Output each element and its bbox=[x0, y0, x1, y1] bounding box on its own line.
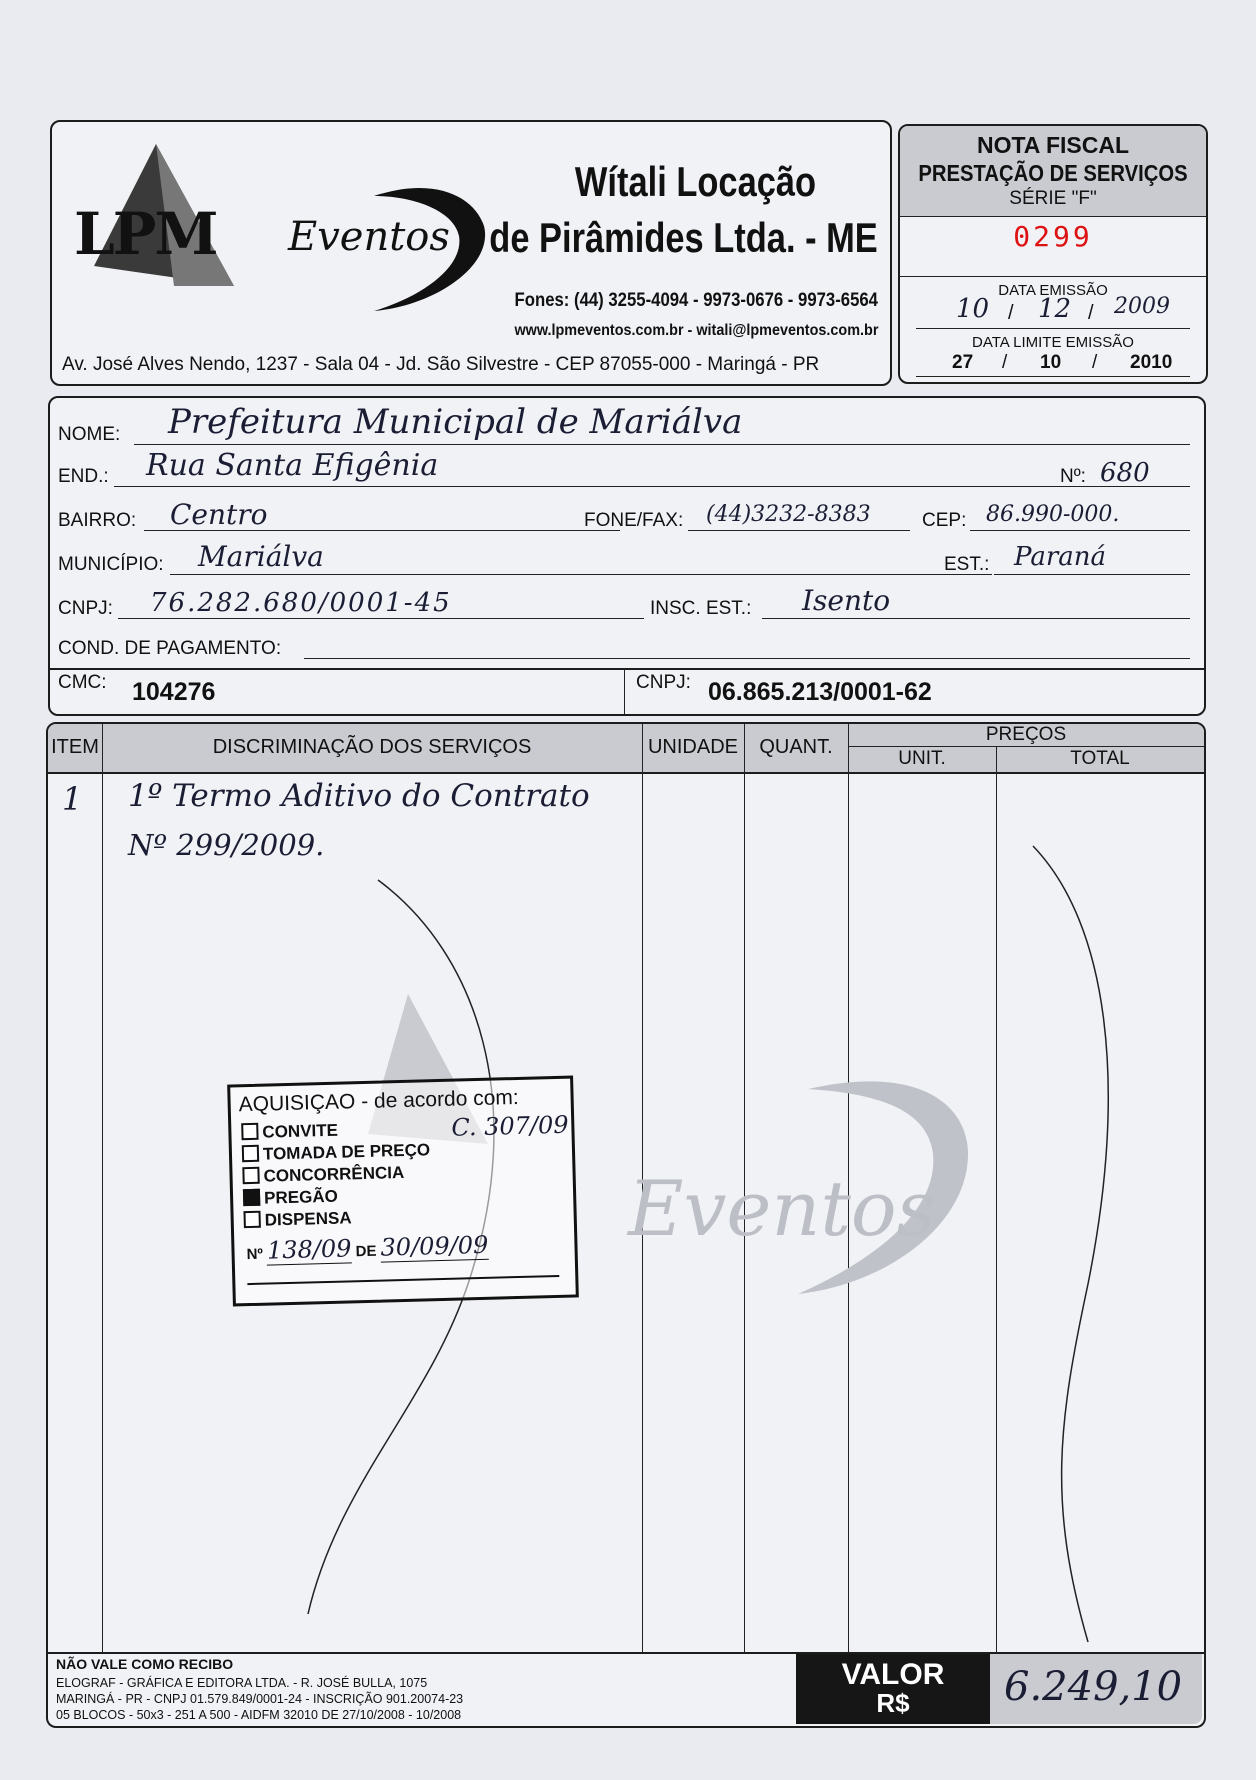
nota-title: NOTA FISCAL bbox=[976, 132, 1130, 158]
checkbox-checked-icon bbox=[243, 1189, 260, 1206]
footer bbox=[46, 1652, 1206, 1728]
stamp-option-concorrencia bbox=[242, 1163, 404, 1187]
cmc-label: CMC: bbox=[58, 672, 107, 693]
insc-line bbox=[762, 618, 1190, 619]
end-label: END.: bbox=[58, 466, 109, 487]
fone-line bbox=[688, 530, 910, 531]
checkbox-icon bbox=[242, 1145, 259, 1162]
fone-label: FONE/FAX: bbox=[584, 510, 684, 531]
nome-line bbox=[134, 444, 1190, 445]
stamp-option-label: TOMADA DE PREÇO bbox=[262, 1140, 431, 1164]
footer-line3: 05 BLOCOS - 50x3 - 251 A 500 - AIDFM 32010 DE 27/10/2008 - 10/2008 bbox=[56, 1708, 462, 1722]
client-box bbox=[48, 396, 1206, 716]
emissao-day: 10 bbox=[956, 294, 990, 324]
limite-day: 27 bbox=[952, 352, 974, 373]
cmc-row-divider bbox=[50, 668, 1204, 670]
stamp-option-convite bbox=[241, 1121, 338, 1144]
col-desc-header: DISCRIMINAÇÃO DOS SERVIÇOS bbox=[212, 736, 532, 758]
cep-value: 86.990-000. bbox=[986, 502, 1120, 527]
company-name-line1: Wítali Locação bbox=[574, 158, 816, 205]
stamp-de-label: DE bbox=[355, 1242, 377, 1261]
checkbox-icon bbox=[243, 1211, 260, 1228]
company-address: Av. José Alves Nendo, 1237 - Sala 04 - Jd. São Silvestre - CEP 87055-000 - Maringá - PR bbox=[62, 354, 820, 375]
emissao-sep1: / bbox=[1008, 302, 1014, 324]
aquisicao-stamp bbox=[227, 1076, 579, 1307]
limite-sep2: / bbox=[1092, 352, 1098, 373]
nome-label: NOME: bbox=[58, 424, 121, 445]
stamp-option-label: CONCORRÊNCIA bbox=[263, 1162, 405, 1186]
valor-amount: 6.249,10 bbox=[1004, 1664, 1183, 1710]
company-phones: Fones: (44) 3255-4094 - 9973-0676 - 9973-6564 bbox=[514, 290, 878, 311]
valor-amount-box bbox=[990, 1654, 1202, 1724]
est-label: EST.: bbox=[944, 554, 990, 575]
limite-sep1: / bbox=[1002, 352, 1008, 373]
col-precos-header: PREÇOS bbox=[985, 724, 1067, 745]
municipio-line bbox=[170, 574, 992, 575]
stamp-option-dispensa bbox=[243, 1208, 351, 1231]
bairro-label: BAIRRO: bbox=[58, 510, 137, 531]
cond-line bbox=[304, 658, 1190, 659]
end-line bbox=[114, 486, 1112, 487]
cnpj2-label: CNPJ: bbox=[636, 672, 691, 693]
nota-divider bbox=[900, 276, 1206, 277]
cnpj-line bbox=[118, 618, 644, 619]
nao-vale-recibo: NÃO VALE COMO RECIBO bbox=[56, 1656, 234, 1672]
stamp-de-value: 30/09/09 bbox=[380, 1230, 489, 1262]
est-value: Paraná bbox=[1014, 542, 1107, 572]
nota-number: 0299 bbox=[1013, 220, 1093, 253]
emissao-date bbox=[916, 294, 1190, 329]
item-number: 1 bbox=[62, 780, 83, 818]
stamp-rule bbox=[247, 1275, 559, 1285]
insc-value: Isento bbox=[802, 584, 891, 617]
num-value: 680 bbox=[1100, 458, 1150, 488]
limite-date bbox=[916, 352, 1190, 377]
stamp-no-label: Nº bbox=[246, 1245, 264, 1264]
col-quant-header: QUANT. bbox=[759, 736, 833, 758]
municipio-value: Mariálva bbox=[198, 540, 324, 573]
col-unit-header: UNIT. bbox=[898, 748, 946, 769]
item-desc-line2: Nº 299/2009. bbox=[128, 828, 325, 862]
stamp-option-label: PREGÃO bbox=[263, 1186, 339, 1208]
cnpj-value: 76.282.680/0001-45 bbox=[150, 588, 452, 618]
stamp-option-label: CONVITE bbox=[262, 1120, 339, 1142]
municipio-label: MUNICÍPIO: bbox=[58, 554, 164, 575]
valor-label: VALOR bbox=[841, 1658, 945, 1691]
end-value: Rua Santa Efigênia bbox=[146, 448, 439, 483]
cancel-strokes bbox=[48, 724, 1204, 1654]
limite-label: DATA LIMITE EMISSÃO bbox=[972, 334, 1134, 351]
nota-fiscal-box bbox=[898, 124, 1208, 384]
checkbox-icon bbox=[241, 1123, 258, 1140]
cond-label: COND. DE PAGAMENTO: bbox=[58, 638, 282, 659]
emissao-sep2: / bbox=[1088, 302, 1094, 324]
footer-line1: ELOGRAF - GRÁFICA E EDITORA LTDA. - R. JOSÉ BULLA, 1075 bbox=[56, 1676, 428, 1690]
valor-label-box bbox=[796, 1654, 990, 1724]
emissao-label: DATA EMISSÃO bbox=[998, 282, 1108, 299]
limite-month: 10 bbox=[1040, 352, 1062, 373]
stamp-note: C. 307/09 bbox=[450, 1110, 569, 1142]
cep-label: CEP: bbox=[922, 510, 967, 531]
insc-label: INSC. EST.: bbox=[650, 598, 752, 619]
valor-currency: R$ bbox=[876, 1688, 910, 1718]
bairro-value: Centro bbox=[170, 498, 268, 531]
emissao-month: 12 bbox=[1038, 294, 1072, 324]
watermark-text: Eventos bbox=[628, 1164, 936, 1253]
cmc-vdivider bbox=[624, 668, 625, 714]
checkbox-icon bbox=[242, 1167, 259, 1184]
company-web: www.lpmeventos.com.br - witali@lpmeventos.com.br bbox=[514, 322, 878, 339]
stamp-option-label: DISPENSA bbox=[264, 1208, 352, 1230]
cnpj-label: CNPJ: bbox=[58, 598, 113, 619]
stamp-no-value: 138/09 bbox=[266, 1234, 352, 1265]
stamp-title: AQUISIÇAO - de acordo com: bbox=[238, 1085, 520, 1117]
col-item-header: ITEM bbox=[51, 736, 99, 758]
footer-line2: MARINGÁ - PR - CNPJ 01.579.849/0001-24 - INSCRIÇÃO 901.20074-23 bbox=[56, 1692, 464, 1706]
cmc-value: 104276 bbox=[132, 678, 216, 706]
logo-script: Eventos bbox=[288, 214, 450, 260]
col-unidade-header: UNIDADE bbox=[647, 736, 738, 758]
stamp-number-row bbox=[246, 1229, 567, 1265]
cnpj2-value: 06.865.213/0001-62 bbox=[708, 678, 932, 706]
item-desc-line1: 1º Termo Aditivo do Contrato bbox=[128, 778, 590, 814]
stamp-option-pregao bbox=[243, 1187, 338, 1209]
emissao-year: 2009 bbox=[1114, 294, 1170, 319]
company-header bbox=[50, 120, 892, 386]
nota-serie: SÉRIE "F" bbox=[1009, 188, 1097, 209]
logo-text: LPM bbox=[74, 200, 217, 268]
num-label: Nº: bbox=[1060, 466, 1086, 487]
fone-value: (44)3232-8383 bbox=[706, 502, 871, 527]
nome-value: Prefeitura Municipal de Mariálva bbox=[168, 402, 743, 442]
services-table bbox=[46, 722, 1206, 1656]
company-name-line2: de Pirâmides Ltda. - ME bbox=[489, 214, 878, 261]
col-total-header: TOTAL bbox=[1070, 748, 1130, 769]
nota-subtitle: PRESTAÇÃO DE SERVIÇOS bbox=[918, 160, 1188, 186]
stamp-option-tomada bbox=[242, 1140, 431, 1165]
cep-line bbox=[970, 530, 1190, 531]
limite-year: 2010 bbox=[1130, 352, 1173, 373]
est-line bbox=[994, 574, 1190, 575]
